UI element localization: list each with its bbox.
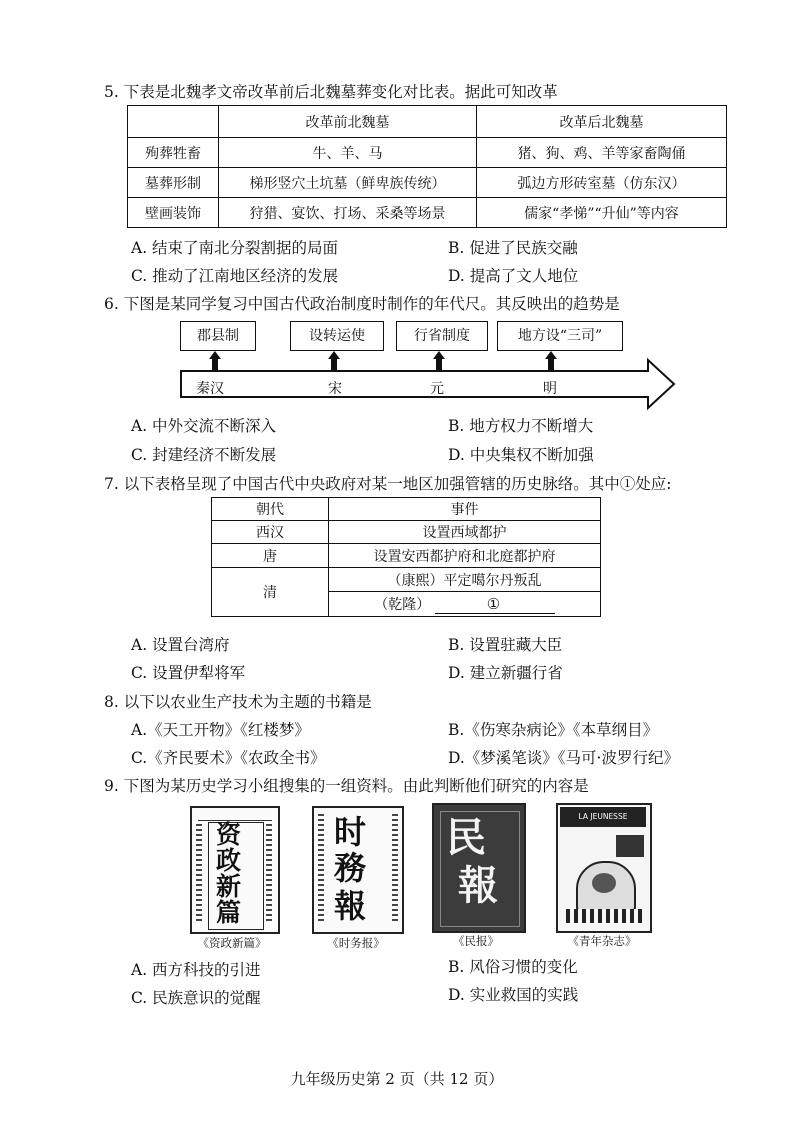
cover4-masthead: LA JEUNESSE xyxy=(560,807,646,827)
cover-shiwubao xyxy=(312,806,404,934)
q9-option-d[interactable]: D. 实业救国的实践 xyxy=(448,986,579,1004)
q7-answer-blank xyxy=(435,597,555,614)
timeline-era-qinhan: 秦汉 xyxy=(196,381,224,397)
q5-option-c[interactable]: C. 推动了江南地区经济的发展 xyxy=(131,267,339,285)
cover4-caption: 《青年杂志》 xyxy=(567,934,637,948)
q7-option-a[interactable]: A. 设置台湾府 xyxy=(131,636,230,654)
timeline-stem-4 xyxy=(548,358,554,372)
q7-option-b[interactable]: B. 设置驻藏大臣 xyxy=(448,636,563,654)
q5-stem: 5. 下表是北魏孝文帝改革前后北魏墓葬变化对比表。据此可知改革 xyxy=(104,83,558,101)
q7-option-c[interactable]: C. 设置伊犁将军 xyxy=(131,664,246,682)
q5-header-after: 改革后北魏墓 xyxy=(477,106,727,138)
q8-option-a[interactable]: A.《天工开物》《红楼梦》 xyxy=(131,721,310,739)
cover3-caption: 《民报》 xyxy=(453,934,499,948)
q5-row1-before: 牛、羊、马 xyxy=(219,138,477,168)
timeline-era-yuan: 元 xyxy=(430,381,444,397)
q7-row-tang-dynasty: 唐 xyxy=(212,544,329,568)
q9-stem: 9. 下图为某历史学习小组搜集的一组资料。由此判断他们研究的内容是 xyxy=(104,777,589,795)
q9-option-a[interactable]: A. 西方科技的引进 xyxy=(131,961,261,979)
cover2-side-text xyxy=(318,814,324,924)
q9-option-b[interactable]: B. 风俗习惯的变化 xyxy=(448,958,578,976)
q7-row-qing-event-1: （康熙）平定噶尔丹叛乱 xyxy=(329,568,601,592)
cover1-side-text xyxy=(196,824,202,924)
cover2-title-char-1: 时 xyxy=(334,813,367,851)
q7-option-d[interactable]: D. 建立新疆行省 xyxy=(448,664,563,682)
q7-blank-mark: ① xyxy=(486,595,501,613)
cover4-figure xyxy=(592,873,616,893)
cover-minbao xyxy=(432,803,526,933)
cover1-caption: 《资政新篇》 xyxy=(197,936,267,950)
q7-table xyxy=(211,497,601,617)
cover1-side-text-right xyxy=(266,824,272,924)
q8-stem: 8. 以下以农业生产技术为主题的书籍是 xyxy=(104,693,372,711)
q7-row-xihan-event: 设置西域都护 xyxy=(329,521,601,544)
q9-option-c[interactable]: C. 民族意识的觉醒 xyxy=(131,989,261,1007)
q5-row2-after: 弧边方形砖室墓（仿东汉） xyxy=(477,168,727,198)
cover3-title-char-1: 民 xyxy=(446,814,486,861)
q6-option-d[interactable]: D. 中央集权不断加强 xyxy=(448,446,594,464)
cover4-border-pattern xyxy=(566,909,642,923)
timeline-box-sansi: 地方设“三司” xyxy=(497,321,623,351)
cover-zizhengxinpian xyxy=(190,806,280,934)
cover2-title-char-2: 務 xyxy=(334,849,367,887)
q5-header-before: 改革前北魏墓 xyxy=(219,106,477,138)
timeline-stem-2 xyxy=(331,358,337,372)
q5-row1-after: 猪、狗、鸡、羊等家畜陶俑 xyxy=(477,138,727,168)
cover4-arch-illustration xyxy=(576,861,636,913)
q5-row1-label: 殉葬牲畜 xyxy=(128,138,219,168)
cover3-title-char-2: 報 xyxy=(458,862,498,909)
timeline-stem-1 xyxy=(212,358,218,372)
cover2-title-char-3: 報 xyxy=(334,887,367,925)
timeline-arrow xyxy=(178,356,678,412)
q5-option-d[interactable]: D. 提高了文人地位 xyxy=(448,267,579,285)
q6-stem: 6. 下图是某同学复习中国古代政治制度时制作的年代尺。其反映出的趋势是 xyxy=(104,295,620,313)
q7-row-qing-event-2 xyxy=(329,592,601,617)
cover1-title-char-3: 新 xyxy=(216,872,242,901)
q8-option-c[interactable]: C.《齐民要术》《农政全书》 xyxy=(131,749,326,767)
cover-qingnianzazhi xyxy=(556,803,652,933)
q5-row2-before: 梯形竖穴土坑墓（鲜卑族传统） xyxy=(219,168,477,198)
q5-row3-label: 壁画装饰 xyxy=(128,198,219,228)
q6-option-a[interactable]: A. 中外交流不断深入 xyxy=(131,417,277,435)
q5-header-empty xyxy=(128,106,219,138)
q6-option-b[interactable]: B. 地方权力不断增大 xyxy=(448,417,594,435)
q7-header-event: 事件 xyxy=(329,498,601,521)
q5-row3-after: 儒家“孝悌”“升仙”等内容 xyxy=(477,198,727,228)
q7-header-dynasty: 朝代 xyxy=(212,498,329,521)
page-footer: 九年级历史第 2 页（共 12 页） xyxy=(290,1070,504,1088)
timeline-stem-3 xyxy=(436,358,442,372)
q5-row2-label: 墓葬形制 xyxy=(128,168,219,198)
timeline-era-song: 宋 xyxy=(328,381,342,397)
cover1-title-char-1: 资 xyxy=(216,820,242,849)
timeline-era-ming: 明 xyxy=(543,381,557,397)
q7-qianlong-label: （乾隆） xyxy=(374,597,431,613)
q7-stem: 7. 以下表格呈现了中国古代中央政府对某一地区加强管辖的历史脉络。其中①处应: xyxy=(104,475,672,493)
cover4-title-block xyxy=(616,835,644,857)
q5-option-a[interactable]: A. 结束了南北分裂割据的局面 xyxy=(131,239,339,257)
cover2-caption: 《时务报》 xyxy=(327,936,385,950)
q7-row-qing-dynasty: 清 xyxy=(212,568,329,617)
timeline-box-junxian: 郡县制 xyxy=(180,321,256,351)
q7-row-tang-event: 设置安西都护府和北庭都护府 xyxy=(329,544,601,568)
cover2-side-text-right xyxy=(392,814,398,924)
q5-row3-before: 狩猎、宴饮、打场、采桑等场景 xyxy=(219,198,477,228)
q8-option-d[interactable]: D.《梦溪笔谈》《马可·波罗行纪》 xyxy=(448,749,679,767)
q7-row-xihan-dynasty: 西汉 xyxy=(212,521,329,544)
q5-option-b[interactable]: B. 促进了民族交融 xyxy=(448,239,578,257)
q8-option-b[interactable]: B.《伤寒杂病论》《本草纲目》 xyxy=(448,721,659,739)
timeline-box-xingsheng: 行省制度 xyxy=(396,321,488,351)
timeline-box-zhuanyunshi: 设转运使 xyxy=(290,321,384,351)
q6-option-c[interactable]: C. 封建经济不断发展 xyxy=(131,446,277,464)
cover1-title-char-4: 篇 xyxy=(216,898,242,927)
q5-table xyxy=(127,105,727,228)
cover1-title-char-2: 政 xyxy=(216,846,242,875)
